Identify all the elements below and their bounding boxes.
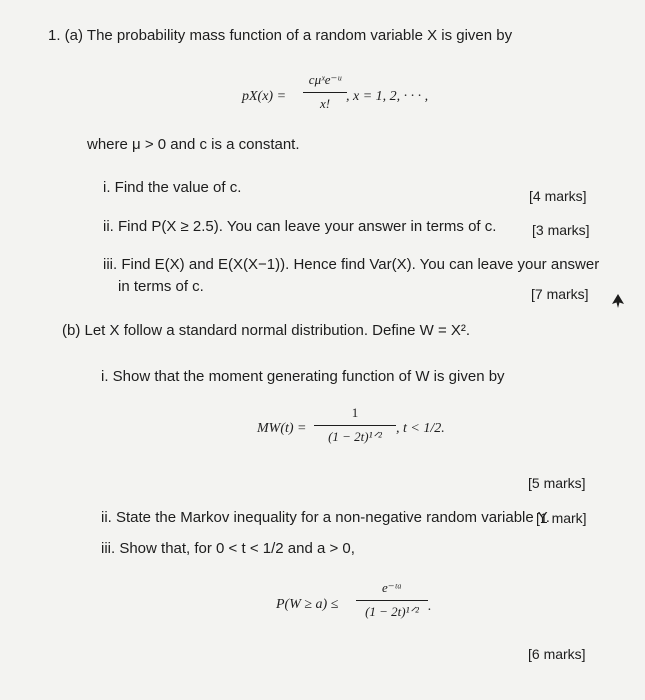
mgf-fraction [314, 405, 396, 449]
part-a-i-text: i. Find the value of c. [103, 179, 242, 196]
ineq-fraction-bar [356, 600, 428, 601]
part-b-iii-marks: [6 marks] [528, 646, 586, 662]
ineq-end: . [428, 599, 432, 614]
part-a-ii-marks: [3 marks] [532, 222, 590, 238]
part-b-i-marks: [5 marks] [528, 475, 586, 491]
pmf-fraction-bar [303, 92, 347, 93]
part-b-header: (b) Let X follow a standard normal distribution. Define W = X². [62, 322, 471, 339]
part-a-iii-text-cont: in terms of c. [118, 278, 204, 295]
where-clause: where μ > 0 and c is a constant. [87, 136, 300, 153]
part-a-iii-marks: [7 marks] [531, 286, 589, 302]
mgf-numerator: 1 [351, 405, 359, 420]
ineq-lhs: P(W ≥ a) ≤ [276, 597, 339, 612]
pmf-fraction [303, 72, 347, 116]
pmf-numerator: cμˣe⁻ᵘ [308, 72, 342, 87]
ineq-fraction [356, 580, 428, 624]
mgf-denominator: (1 − 2t)¹ᐟ² [328, 429, 382, 444]
part-b-ii-marks: [1 mark] [536, 510, 587, 526]
mgf-fraction-bar [314, 425, 396, 426]
pmf-domain: , x = 1, 2, · · · , [346, 89, 429, 104]
part-a-i-marks: [4 marks] [529, 188, 587, 204]
pmf-lhs: pX(x) = [242, 89, 287, 104]
part-b-iii-text: iii. Show that, for 0 < t < 1/2 and a > 0, [101, 540, 355, 557]
part-a-iii-text: iii. Find E(X) and E(X(X−1)). Hence find Var(X). You can leave your answer [103, 256, 600, 273]
pmf-denominator: x! [319, 96, 331, 111]
mgf-condition: , t < 1/2. [396, 421, 445, 436]
ineq-denominator: (1 − 2t)¹ᐟ² [365, 604, 419, 619]
part-b-ii-text: ii. State the Markov inequality for a non-negative random variable Y. [101, 509, 550, 526]
mouse-cursor-icon [611, 293, 625, 309]
question-1-header: 1. (a) The probability mass function of a random variable X is given by [48, 27, 513, 44]
part-a-ii-text: ii. Find P(X ≥ 2.5). You can leave your answer in terms of c. [103, 218, 497, 235]
ineq-numerator: e⁻ᵗᵃ [382, 580, 402, 595]
mgf-lhs: MW(t) = [257, 421, 307, 436]
part-b-i-text: i. Show that the moment generating function of W is given by [101, 368, 505, 385]
